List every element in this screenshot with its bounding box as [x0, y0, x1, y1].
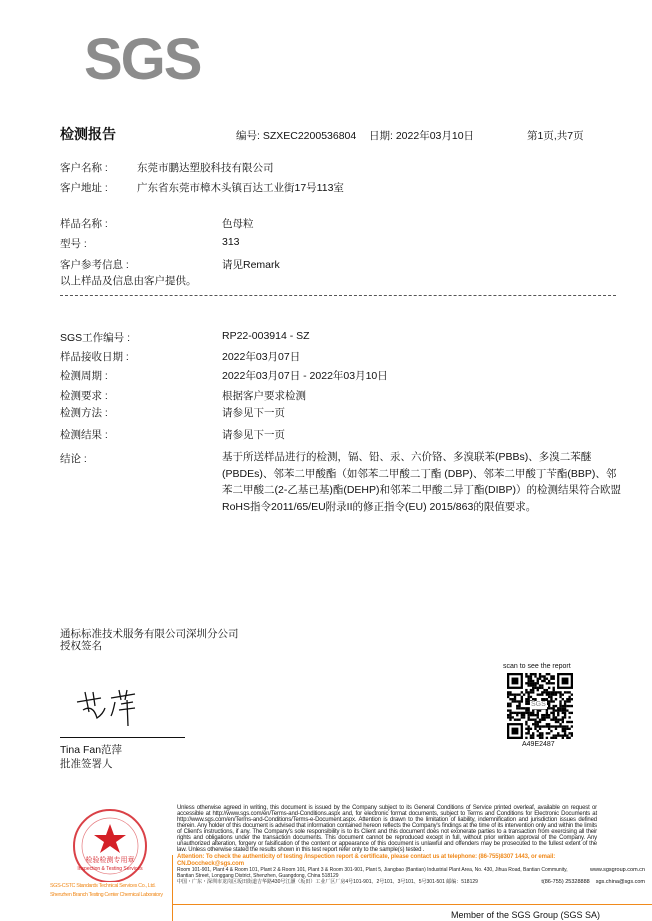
footer-vertical-rule	[172, 855, 173, 921]
detail-value: 2022年03月07日	[222, 351, 301, 363]
sample-name: 色母粒	[222, 218, 254, 230]
email-link[interactable]: sgs.china@sgs.com	[595, 879, 645, 885]
company-name: 通标标准技术服务有限公司深圳分公司	[60, 628, 239, 640]
stamp-line1: SGS-CSTC Standards Technical Services Co., Ltd.	[50, 883, 156, 889]
signer-role: 批准签署人	[60, 758, 113, 770]
detail-label: 检测要求 :	[60, 390, 108, 402]
page-indicator: 第1页,共7页	[527, 130, 584, 142]
signature-line	[60, 737, 185, 738]
detail-value: 2022年03月07日 - 2022年03月10日	[222, 370, 388, 382]
client-address-label: 客户地址 :	[60, 182, 108, 194]
report-number: 编号: SZXEC2200536804	[236, 130, 357, 142]
detail-label: 检测周期 :	[60, 370, 108, 382]
footer	[177, 805, 645, 886]
client-name: 东莞市鹏达塑胶科技有限公司	[137, 162, 274, 174]
report-date: 日期: 2022年03月10日	[369, 130, 475, 142]
page-title: 检测报告	[60, 126, 116, 142]
address-row-en	[177, 868, 645, 879]
stamp-caption	[50, 883, 163, 898]
member-note: Member of the SGS Group (SGS SA)	[451, 910, 601, 920]
detail-label: 检测结果 :	[60, 429, 108, 441]
sample-name-label: 样品名称 :	[60, 218, 108, 230]
stamp-middle: 检验检测专用章	[85, 857, 135, 864]
detail-value: 根据客户要求检测	[222, 390, 306, 402]
conclusion-text: 基于所送样品进行的检测，镉、铅、汞、六价铬、多溴联苯(PBBs)、多溴二苯醚(PBDEs)、邻苯二甲酸酯（如邻苯二甲酸二丁酯 (DBP)、邻苯二甲酸丁苄酯(BBP)、邻苯二甲酸二(2-乙基已基)酯(DEHP)和邻苯二甲酸二异丁酯(DIBP)）的检测结果符合欧盟RoHS指令2011/65/EU附录II的修正指令(EU) 2015/863的限值要求。	[222, 451, 621, 513]
address-cn: 中国・广东・深圳市龙岗区坂田街道吉华路430号江灏（坂田）工业厂区厂房4号101-901、2号101、3号101、5号301-501 邮编：518129	[177, 879, 478, 885]
qr-caption: scan to see the report	[503, 663, 571, 670]
phone: t(86-755) 25328888	[541, 879, 590, 885]
divider	[60, 295, 616, 296]
stamp-english: Inspection & Testing Services	[77, 866, 143, 872]
client-address: 广东省东莞市樟木头镇百达工业街17号113室	[137, 182, 344, 194]
model: 313	[222, 236, 240, 248]
detail-value: RP22-003914 - SZ	[222, 330, 310, 342]
address-en: Room 101-901, Plant 4 & Room 101, Plant 2 & Room 101, Plant 3 & Room 301-901, Plant 5, Jiangbao (Bantian) Industrial Plant Area, No. 430, Jihua Road, Bantian Community, Bantian Street, Longgang District, Shenzhen, Guangdong, China 518129	[177, 867, 568, 879]
authorized-signature-label: 授权签名	[60, 640, 102, 652]
address-row-cn	[177, 880, 645, 886]
inspection-stamp	[60, 806, 170, 882]
sgs-logo: SGS	[84, 27, 201, 92]
client-ref: 请见Remark	[222, 259, 280, 271]
signer-name: Tina Fan范萍	[60, 744, 123, 756]
footer-horizontal-rule	[172, 904, 652, 905]
qr-code-text: A49E2487	[522, 741, 555, 748]
attention-notice: Attention: To check the authenticity of testing /inspection report & certificate, please contact us at telephone: (86-755)8307 1443, or email: CN.Doccheck@sgs.com	[177, 854, 556, 867]
detail-value: 请参见下一页	[222, 429, 285, 441]
client-name-label: 客户名称 :	[60, 162, 108, 174]
website-link[interactable]: www.sgsgroup.com.cn	[589, 867, 645, 873]
detail-label: 样品接收日期 :	[60, 351, 129, 363]
model-label: 型号 :	[60, 238, 87, 250]
detail-label: 检测方法 :	[60, 407, 108, 419]
disclaimer: Unless otherwise agreed in writing, this document is issued by the Company subject to its General Conditions of Service printed overleaf, available on request or accessible at http://www.sgs.com/en/Terms-and-Conditions.aspx and, for electronic format documents, subject to Terms and Conditions for Electronic Documents at http://www.sgs.com/en/Terms-and-Conditions/Terms-e-Document.aspx. Attention is drawn to the limitation of liability, indemnification and jurisdiction issues defined therein. Any holder of this document is advised that information contained hereon reflects the Company's findings at the time of its intervention only and within the limits of Client's instructions, if any. The Company's sole responsibility is to its Client and this document does not exonerate parties to a transaction from exercising all their rights and obligations under the transaction documents. This document cannot be reproduced except in full, without prior written approval of the Company. Any unauthorized alteration, forgery or falsification of the content or appearance of this document is unlawful and offenders may be prosecuted to the fullest extent of the law. Unless otherwise stated the results shown in this test report refer only to the sample(s) tested .	[177, 805, 597, 853]
client-ref-label: 客户参考信息 :	[60, 259, 129, 271]
sample-note: 以上样品及信息由客户提供。	[60, 275, 197, 287]
conclusion-label: 结论 :	[60, 453, 87, 465]
qr-center-logo: SGS	[531, 701, 546, 708]
handwritten-signature	[75, 684, 145, 728]
detail-label: SGS工作编号 :	[60, 332, 131, 344]
detail-value: 请参见下一页	[222, 407, 285, 419]
stamp-line2: Shenzhen Branch Testing Center Chemical Laboratory	[50, 892, 163, 898]
